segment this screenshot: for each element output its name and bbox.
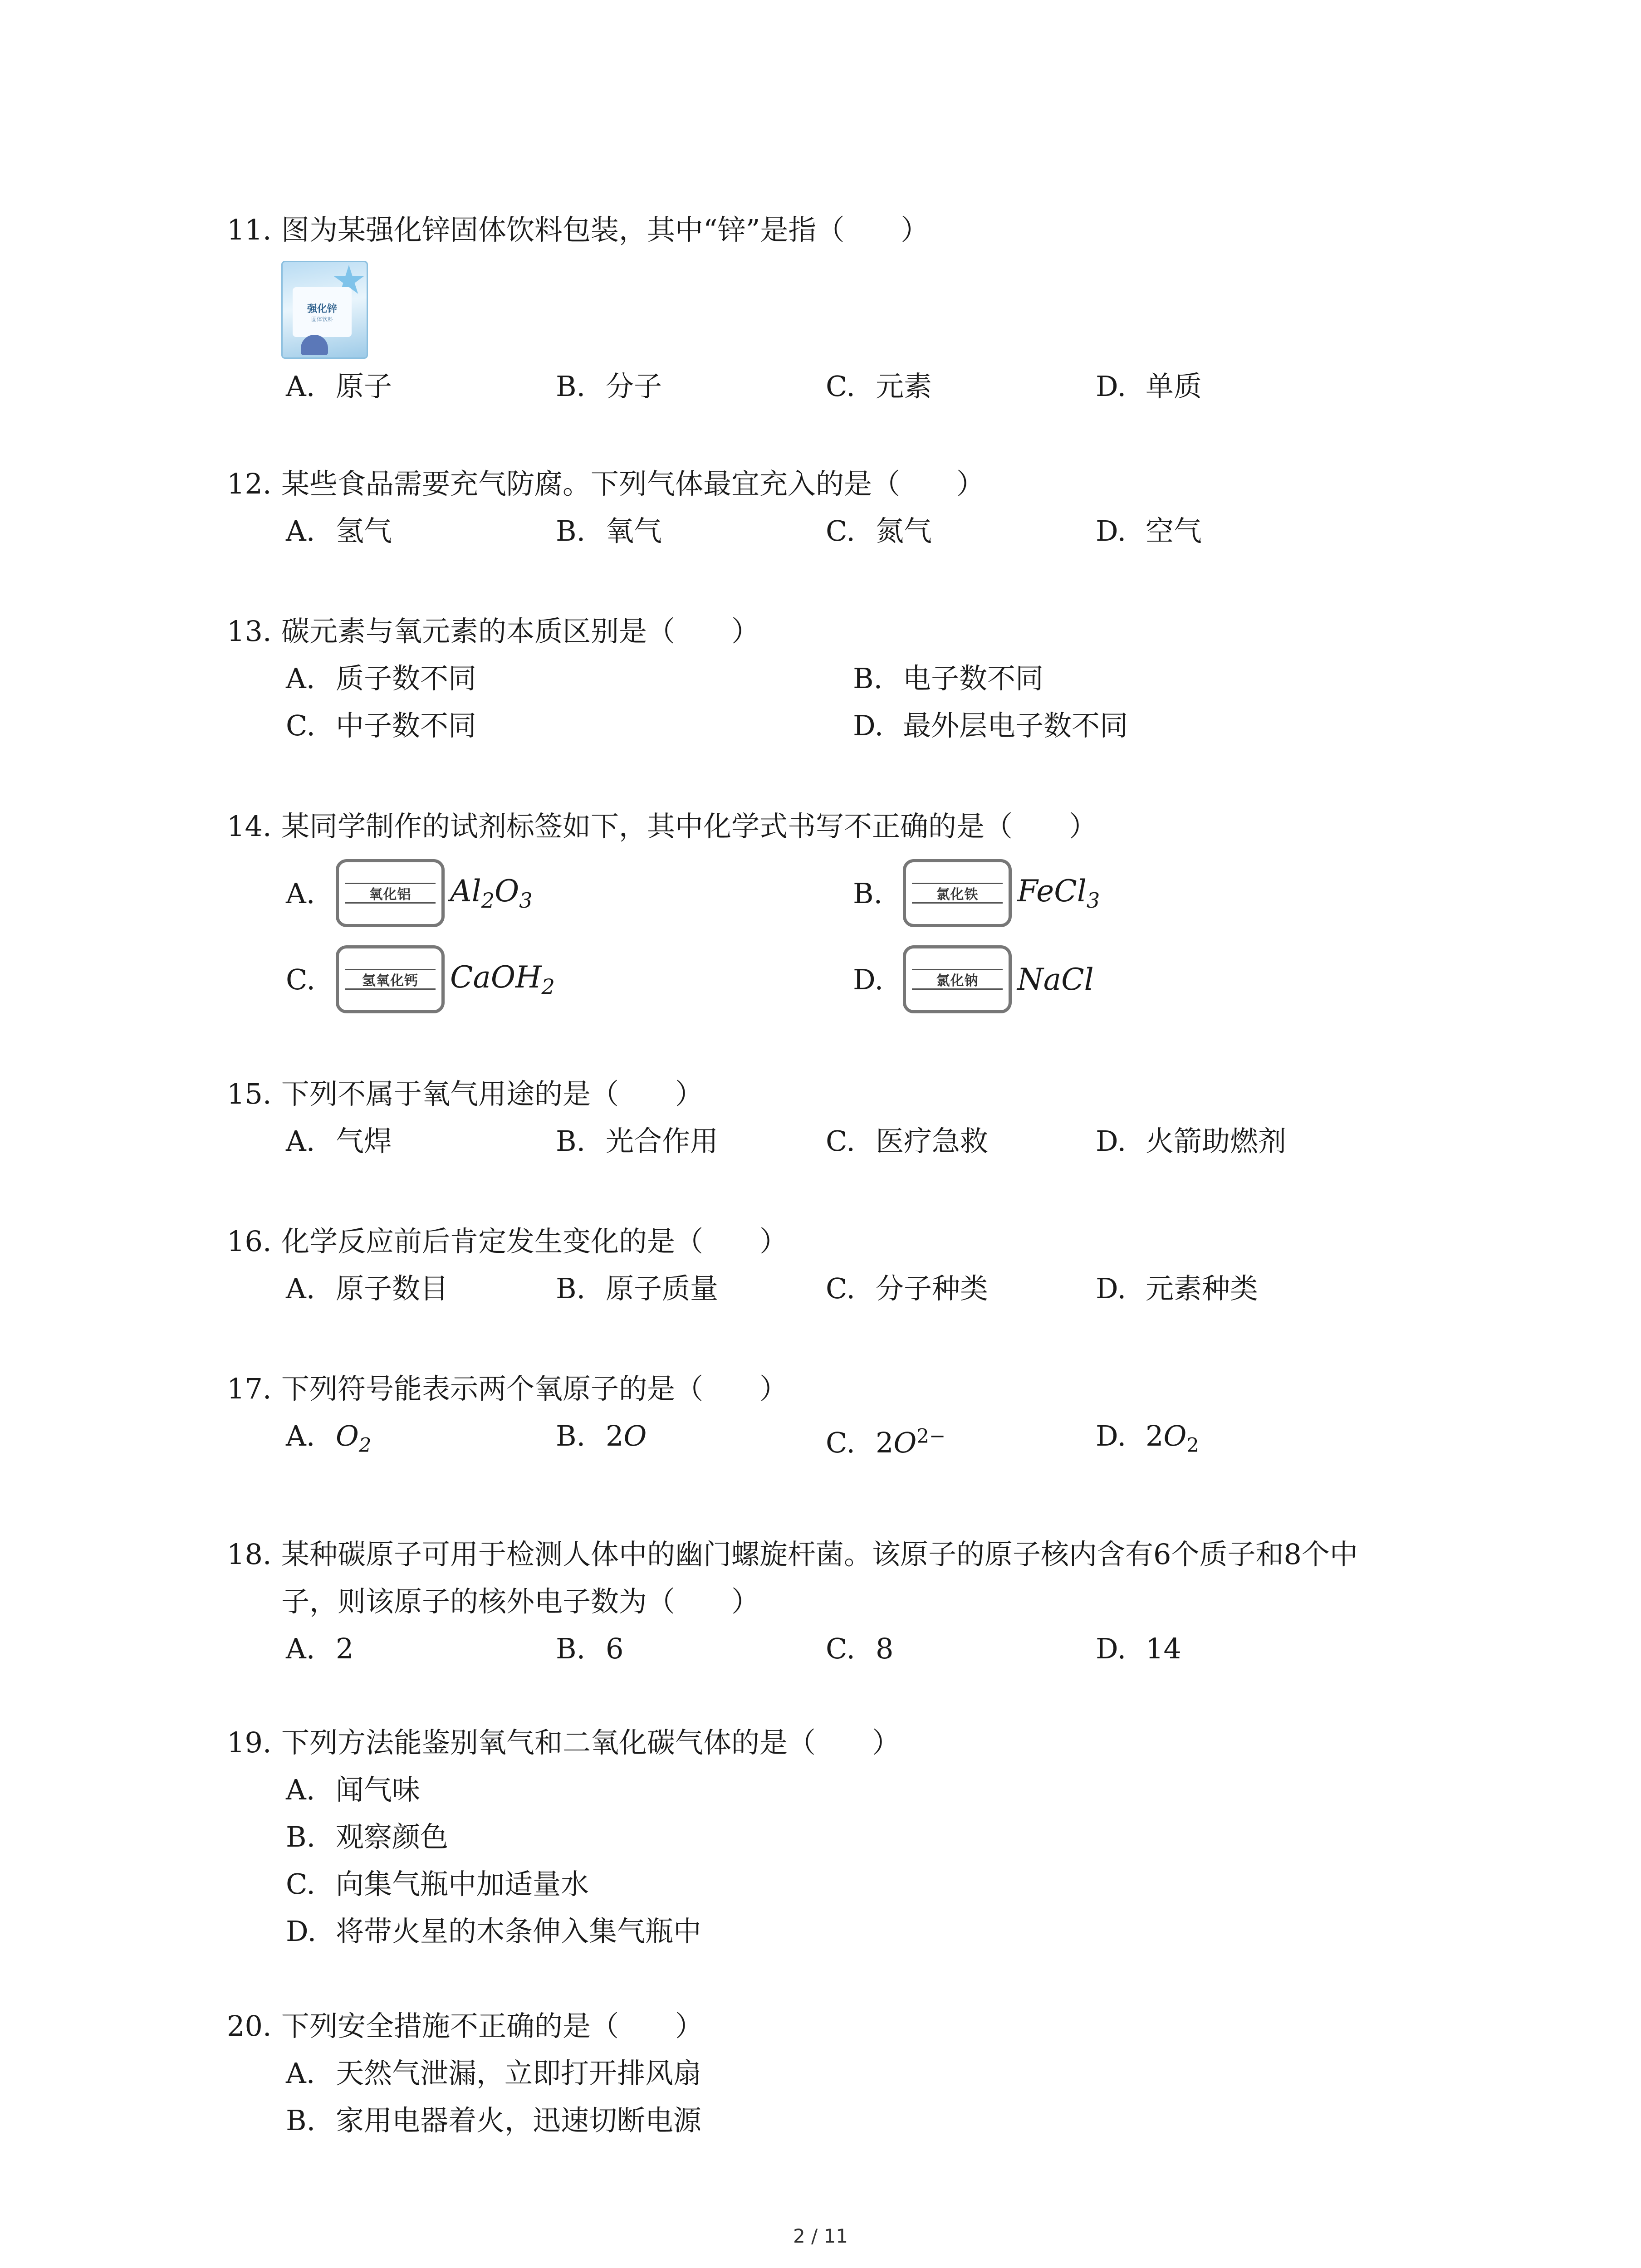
question-stem: 17. 下列符号能表示两个氧原子的是（ ） xyxy=(227,1372,788,1405)
option-d[interactable]: D. 元素种类 xyxy=(1096,1272,1259,1305)
option-c[interactable]: C. 8 xyxy=(826,1632,894,1665)
question-17 xyxy=(227,1365,1470,1460)
formula: FeCl$_3$ xyxy=(1017,873,1100,913)
question-stem: 16. 化学反应前后肯定发生变化的是（ ） xyxy=(227,1225,788,1258)
option-a[interactable]: A. 氧化铝 $Al_2O_3$ xyxy=(286,850,533,936)
option-b[interactable]: B. 6 xyxy=(556,1632,624,1665)
option-d[interactable]: D. 最外层电子数不同 xyxy=(853,709,1128,742)
option-c[interactable]: C. 向集气瓶中加适量水 xyxy=(286,1867,589,1901)
option-d[interactable]: D. 将带火星的木条伸入集气瓶中 xyxy=(286,1915,702,1948)
option-a[interactable]: A. 原子 xyxy=(286,370,392,403)
formula: CaOH$_2$ xyxy=(450,959,555,999)
option-d[interactable]: D. 14 xyxy=(1096,1632,1181,1665)
option-b[interactable]: B. 分子 xyxy=(556,370,662,403)
option-d[interactable]: D. $2O_2$ xyxy=(1096,1419,1199,1457)
option-d[interactable]: D. 空气 xyxy=(1096,514,1202,547)
option-a[interactable]: A. 气焊 xyxy=(286,1124,392,1158)
option-b[interactable]: B. 电子数不同 xyxy=(853,662,1044,695)
option-a[interactable]: A. $O_2$ xyxy=(286,1419,372,1457)
option-c[interactable]: C. 分子种类 xyxy=(826,1272,989,1305)
option-a[interactable]: A. 闻气味 xyxy=(286,1773,421,1806)
question-stem: 13. 碳元素与氧元素的本质区别是（ ） xyxy=(227,615,760,648)
question-13 xyxy=(227,608,1470,749)
question-stem: 11. 图为某强化锌固体饮料包装，其中“锌”是指（ ） xyxy=(227,213,929,246)
option-c[interactable]: C. 中子数不同 xyxy=(286,709,477,742)
option-d[interactable]: D. 氯化钠 NaCl xyxy=(853,936,1094,1022)
question-stem: 14. 某同学制作的试剂标签如下，其中化学式书写不正确的是（ ） xyxy=(227,810,1097,843)
page-number: 2 / 11 xyxy=(793,2225,848,2247)
option-a[interactable]: A. 质子数不同 xyxy=(286,662,477,695)
formula: NaCl xyxy=(1017,962,1094,997)
option-b[interactable]: B. 原子质量 xyxy=(556,1272,719,1305)
question-stem: 15. 下列不属于氧气用途的是（ ） xyxy=(227,1077,704,1110)
option-c[interactable]: C. 氢氧化钙 CaOH$_2$ xyxy=(286,936,555,1022)
question-11-options xyxy=(227,363,1470,410)
zinc-drink-package-image xyxy=(281,261,368,359)
option-c[interactable]: C. $2O^{2-}$ xyxy=(826,1425,946,1459)
cartoon-figure xyxy=(301,335,328,355)
option-b[interactable]: B. 家用电器着火，迅速切断电源 xyxy=(286,2104,702,2137)
reagent-label: 氧化铝 xyxy=(336,859,445,927)
option-b[interactable]: B. 氧气 xyxy=(556,514,662,547)
question-15 xyxy=(227,1070,1470,1165)
option-b[interactable]: B. 氯化铁 FeCl$_3$ xyxy=(853,850,1100,936)
question-14 xyxy=(227,803,1470,1022)
option-b[interactable]: B. 光合作用 xyxy=(556,1124,719,1158)
question-19 xyxy=(227,1719,1470,1955)
question-stem: 19. 下列方法能鉴别氧气和二氧化碳气体的是（ ） xyxy=(227,1726,901,1759)
question-18 xyxy=(227,1531,1497,1672)
question-stem: 20. 下列安全措施不正确的是（ ） xyxy=(227,2009,704,2043)
reagent-label: 氯化钠 xyxy=(903,945,1012,1013)
question-16 xyxy=(227,1218,1470,1312)
reagent-label: 氯化铁 xyxy=(903,859,1012,927)
option-a[interactable]: A. 原子数目 xyxy=(286,1272,449,1305)
option-d[interactable]: D. 火箭助燃剂 xyxy=(1096,1124,1287,1158)
question-11 xyxy=(227,206,1470,254)
formula: $Al_2O_3$ xyxy=(450,873,533,913)
question-stem: 12. 某些食品需要充气防腐。下列气体最宜充入的是（ ） xyxy=(227,467,985,500)
package-label: 强化锌 固体饮料 xyxy=(293,287,352,337)
option-a[interactable]: A. 天然气泄漏，立即打开排风扇 xyxy=(286,2057,702,2090)
option-c[interactable]: C. 医疗急救 xyxy=(826,1124,989,1158)
option-c[interactable]: C. 氮气 xyxy=(826,514,932,547)
option-b[interactable]: B. 2O xyxy=(556,1419,647,1452)
question-20 xyxy=(227,2003,1470,2144)
option-c[interactable]: C. 元素 xyxy=(826,370,932,403)
option-b[interactable]: B. 观察颜色 xyxy=(286,1820,449,1853)
question-12 xyxy=(227,460,1470,555)
option-d[interactable]: D. 单质 xyxy=(1096,370,1202,403)
question-stem: 18. 某种碳原子可用于检测人体中的幽门螺旋杆菌。该原子的原子核内含有6个质子和8个中 子，则该原子的核外电子数为（ ） xyxy=(227,1538,1358,1618)
option-a[interactable]: A. 2 xyxy=(286,1632,354,1665)
reagent-label: 氢氧化钙 xyxy=(336,945,445,1013)
option-a[interactable]: A. 氢气 xyxy=(286,514,392,547)
